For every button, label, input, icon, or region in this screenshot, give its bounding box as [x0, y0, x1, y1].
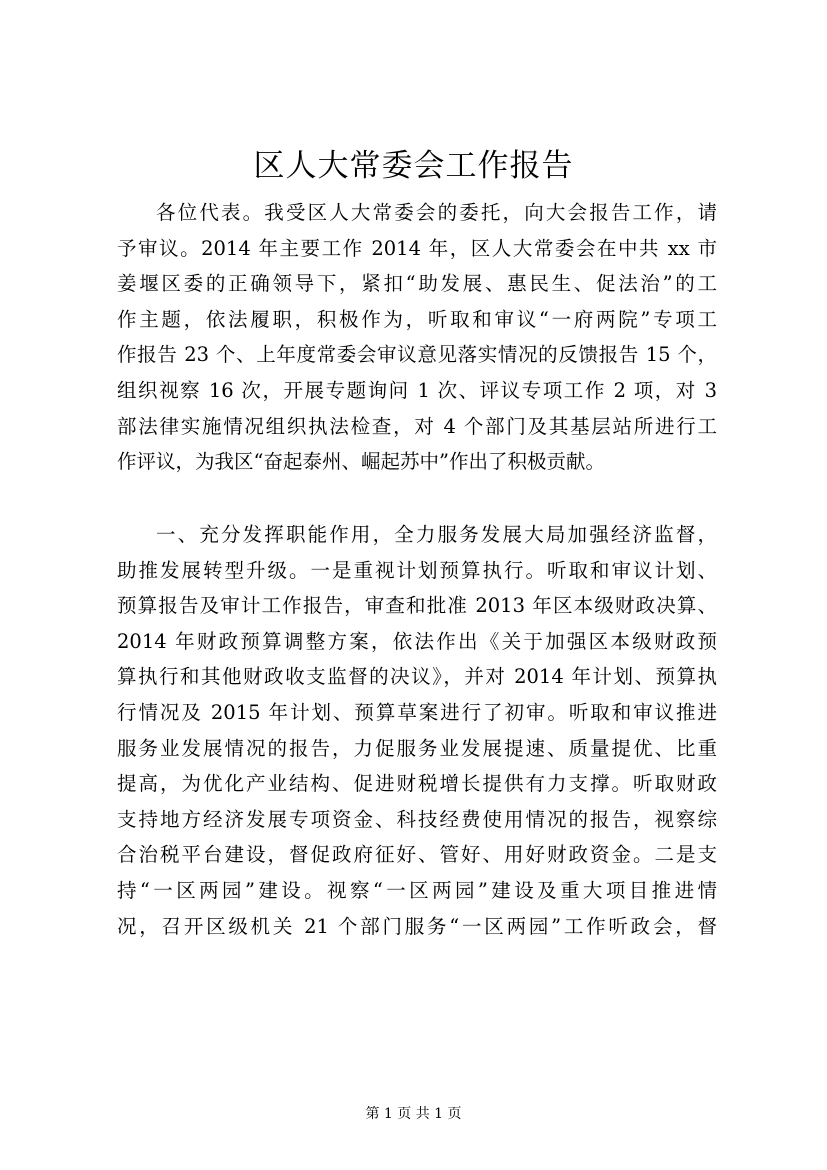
text-line: 姜堰区委的正确领导下，紧扣“助发展、惠民生、促法治”的工: [117, 272, 717, 296]
text-line: 部法律实施情况组织执法检查，对 4 个部门及其基层站所进行工: [117, 414, 717, 438]
text-line: 作报告 23 个、上年度常委会审议意见落实情况的反馈报告 15 个，: [117, 343, 717, 367]
text-line: 合治税平台建设，督促政府征好、管好、用好财政资金。二是支: [117, 843, 717, 867]
text-line: 支持地方经济发展专项资金、科技经费使用情况的报告，视察综: [117, 807, 717, 831]
text-line: 持“一区两园”建设。视察“一区两园”建设及重大项目推进情: [117, 878, 717, 902]
text-line: 2014 年财政预算调整方案，依法作出《关于加强区本级财政预: [117, 629, 717, 653]
text-line: 各位代表。我受区人大常委会的委托，向大会报告工作，请: [156, 201, 717, 224]
page-footer: 第 1 页 共 1 页: [365, 1106, 462, 1122]
paragraph-1: [117, 195, 717, 480]
text-line: 预算报告及审计工作报告，审查和批准 2013 年区本级财政决算、: [117, 594, 717, 618]
text-line: 作主题，依法履职，积极作为，听取和审议“一府两院”专项工: [117, 307, 717, 331]
text-line: 况，召开区级机关 21 个部门服务“一区两园”工作听政会，督: [117, 914, 717, 938]
text-line: 作评议，为我区“奋起泰州、崛起苏中”作出了积极贡献。: [117, 450, 605, 474]
text-line: 一、充分发挥职能作用，全力服务发展大局加强经济监督，: [156, 523, 717, 546]
text-line: 服务业发展情况的报告，力促服务业发展提速、质量提优、比重: [117, 736, 717, 760]
paragraph-2: [117, 517, 717, 944]
text-line: 予审议。2014 年主要工作 2014 年，区人大常委会在中共 xx 市: [117, 236, 717, 260]
text-line: 助推发展转型升级。一是重视计划预算执行。听取和审议计划、: [117, 558, 717, 582]
text-line: 算执行和其他财政收支监督的决议》，并对 2014 年计划、预算执: [117, 665, 717, 689]
document-title: 区人大常委会工作报告: [253, 148, 574, 184]
text-line: 行情况及 2015 年计划、预算草案进行了初审。听取和审议推进: [117, 700, 717, 724]
text-line: 组织视察 16 次，开展专题询问 1 次、评议专项工作 2 项，对 3: [117, 378, 717, 402]
text-line: 提高，为优化产业结构、促进财税增长提供有力支撑。听取财政: [117, 772, 717, 796]
